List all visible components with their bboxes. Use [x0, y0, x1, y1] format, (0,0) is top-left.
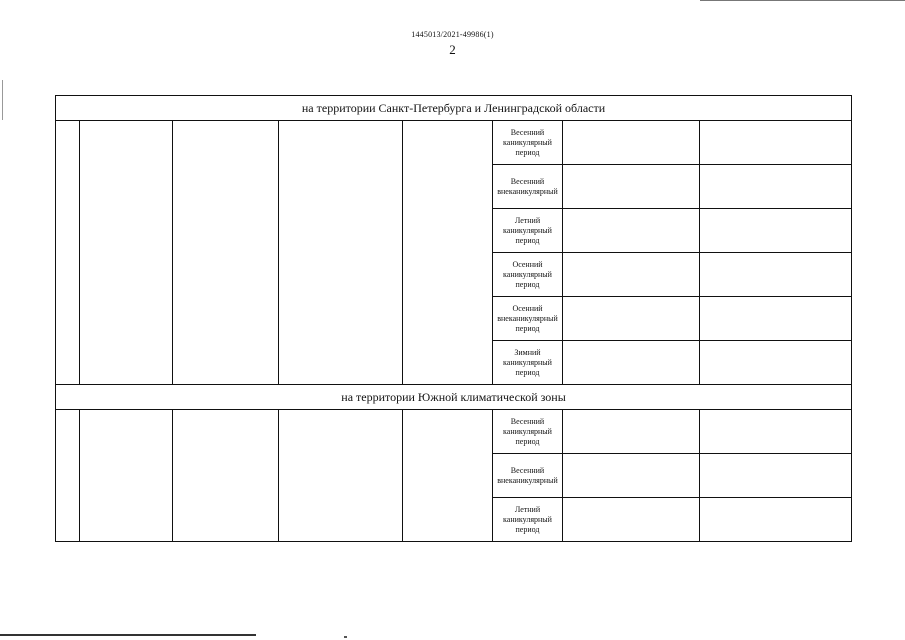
table-cell — [563, 209, 700, 253]
table-cell — [173, 410, 279, 542]
page-number: 2 — [449, 42, 456, 57]
table-cell — [563, 341, 700, 385]
period-label: Летний каникулярный период — [493, 498, 563, 542]
table-cell — [80, 410, 173, 542]
period-label: Весенний каникулярный период — [493, 121, 563, 165]
table-cell — [563, 454, 700, 498]
table-cell — [700, 121, 852, 165]
table-cell — [700, 410, 852, 454]
table-cell — [700, 253, 852, 297]
table-cell — [563, 165, 700, 209]
section-header-south — [56, 385, 852, 410]
document-number: 1445013/2021-49986(1) — [411, 30, 494, 39]
scan-artifact-bottom — [0, 634, 256, 636]
table-cell — [173, 121, 279, 385]
table-cell — [700, 454, 852, 498]
table-cell — [56, 121, 80, 385]
table-cell — [700, 297, 852, 341]
periods-table — [55, 95, 852, 542]
period-label: Летний каникулярный период — [493, 209, 563, 253]
period-label: Весенний внеканикулярный — [493, 165, 563, 209]
table-cell — [403, 410, 493, 542]
table-cell — [56, 410, 80, 542]
period-label: Весенний каникулярный период — [493, 410, 563, 454]
scan-artifact-top — [700, 0, 905, 1]
table-cell — [563, 297, 700, 341]
scan-artifact-left — [2, 80, 3, 120]
period-label: Осенний внеканикулярный период — [493, 297, 563, 341]
table-cell — [563, 121, 700, 165]
section-title: на территории Южной климатической зоны — [56, 385, 852, 410]
table-row — [56, 410, 852, 454]
period-label: Зимний каникулярный период — [493, 341, 563, 385]
table-cell — [700, 209, 852, 253]
table-cell — [563, 410, 700, 454]
table-cell — [403, 121, 493, 385]
table-cell — [80, 121, 173, 385]
table-cell — [700, 165, 852, 209]
table-cell — [563, 253, 700, 297]
table-cell — [700, 341, 852, 385]
table-cell — [700, 498, 852, 542]
period-label: Осенний каникулярный период — [493, 253, 563, 297]
period-label: Весенний внеканикулярный — [493, 454, 563, 498]
table-row — [56, 121, 852, 165]
table-cell — [279, 410, 403, 542]
scan-artifact-dot — [344, 636, 347, 638]
table-cell — [563, 498, 700, 542]
table-cell — [279, 121, 403, 385]
section-header-spb — [56, 96, 852, 121]
section-title: на территории Санкт-Петербурга и Ленинградской области — [56, 96, 852, 121]
